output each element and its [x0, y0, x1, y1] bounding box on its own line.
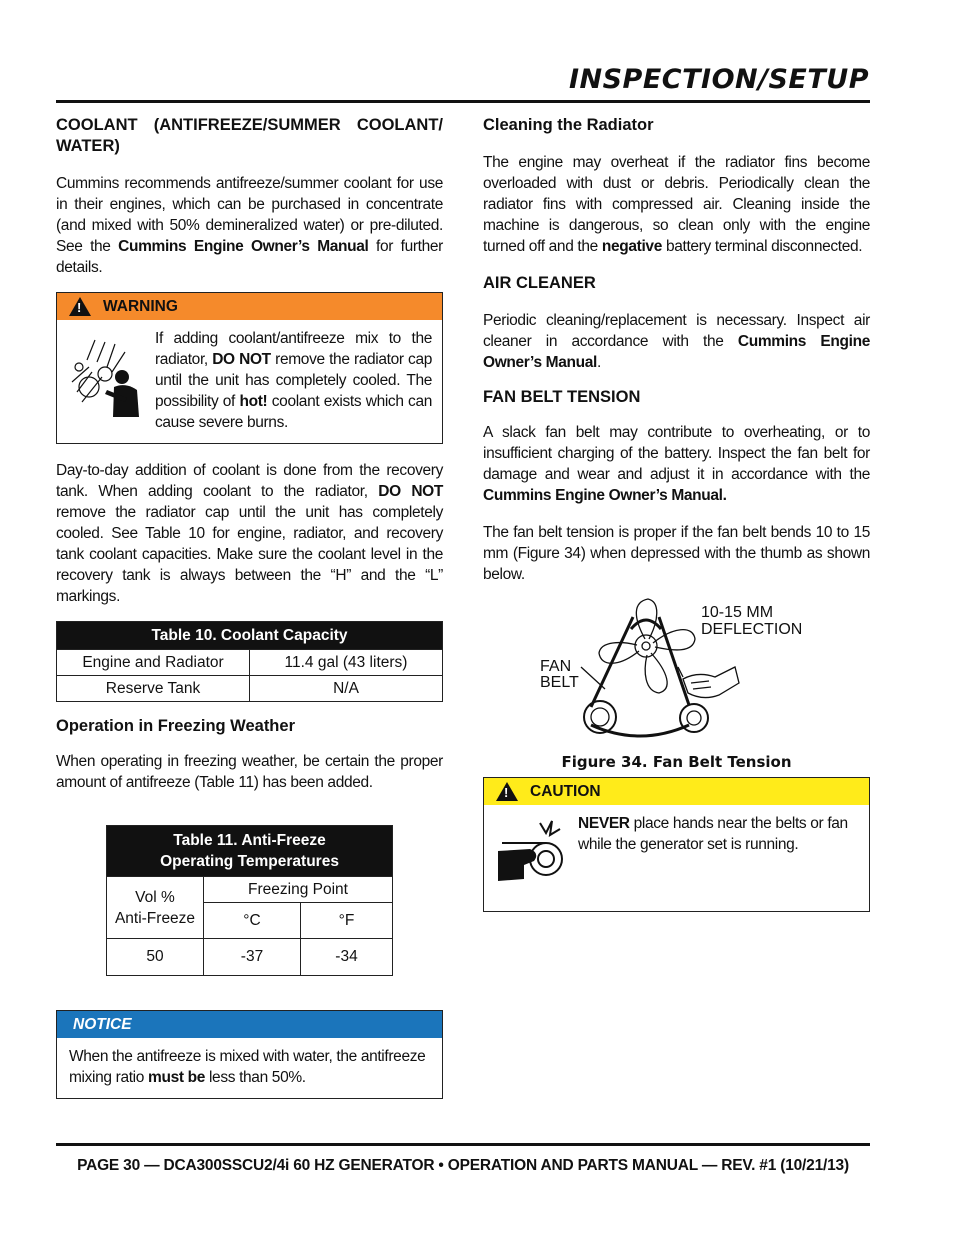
warning-text-3: remove the radiator cap until the unit has completely cooled. The possibility of — [155, 351, 432, 410]
coolant-text-c: for further details. — [56, 238, 443, 276]
day-text-c: remove the radiator cap until the unit has completely cooled. See Table 10 for engine, radiator, and recovery tank coolant capacities. Make sure the coolant level in the recovery tank is always between the “H” and the “L” markings. — [56, 504, 443, 605]
notice-header — [57, 1011, 442, 1038]
table11-title — [107, 826, 393, 877]
warning-body — [57, 320, 442, 443]
figure-caption: Figure 34. Fan Belt Tension — [561, 753, 792, 771]
fan-label: FAN — [540, 658, 572, 675]
warning-label: WARNING — [103, 297, 178, 315]
caution-text-2: place hands near the belts or fan while the generator set is running. — [578, 815, 848, 853]
caution-box — [483, 777, 870, 912]
caution-body — [484, 805, 869, 911]
notice-label: NOTICE — [73, 1015, 132, 1033]
notice-text — [69, 1046, 430, 1088]
table11-cell: -37 — [204, 939, 301, 976]
fan-belt-heading: FAN BELT TENSION — [483, 388, 641, 406]
notice-box — [56, 1010, 443, 1099]
warning-text — [155, 328, 432, 433]
hot-coolant-burn-icon — [67, 332, 147, 432]
warning-text-2: DO NOT — [212, 351, 271, 368]
fan-belt-figure — [483, 597, 870, 747]
caution-label: CAUTION — [530, 782, 601, 800]
table11-cell: 50 — [107, 939, 204, 976]
caution-triangle-icon: ! — [496, 782, 518, 801]
table11-unit-c: °C — [204, 903, 301, 939]
table11-freezing-point: Freezing Point — [204, 877, 393, 903]
day-text-b: DO NOT — [378, 483, 443, 500]
caution-text-1: NEVER — [578, 815, 630, 832]
antifreeze-table — [106, 825, 393, 976]
deflection-label-1: 10-15 MM — [701, 604, 774, 621]
table11-cell: -34 — [301, 939, 393, 976]
table10-title: Table 10. Coolant Capacity — [57, 622, 443, 650]
table10-cell: N/A — [250, 676, 443, 702]
coolant-paragraph — [56, 173, 443, 278]
warning-triangle-icon: ! — [69, 297, 91, 316]
coolant-heading: COOLANT (ANTIFREEZE/SUMMER COOLANT/ WATER) — [56, 116, 443, 155]
page-footer: PAGE 30 — DCA300SSCU2/4i 60 HZ GENERATOR • OPERATION AND PARTS MANUAL — REV. #1 (10/21/13) — [77, 1157, 849, 1174]
air-text-a: Periodic cleaning/replacement is necessary. Inspect air cleaner in accordance with the — [483, 312, 870, 350]
warning-text-1: If adding coolant/antifreeze mix to the radiator, — [155, 330, 432, 368]
table11-vol-2: Anti-Freeze — [114, 909, 196, 927]
table11-title-2: Operating Temperatures — [160, 853, 339, 870]
freezing-paragraph: When operating in freezing weather, be certain the proper amount of antifreeze (Table 11) has been added. — [56, 753, 443, 791]
warning-box — [56, 292, 443, 444]
warning-header — [57, 293, 442, 320]
air-text-c: . — [596, 354, 601, 371]
footer-rule — [56, 1143, 870, 1146]
table10-cell: 11.4 gal (43 liters) — [250, 650, 443, 676]
right-column — [483, 115, 870, 926]
radiator-text-b: negative — [601, 238, 662, 255]
air-cleaner-paragraph — [483, 310, 870, 373]
fan-belt-paragraph-1 — [483, 422, 870, 506]
notice-text-3: less than 50%. — [205, 1069, 306, 1086]
fan-belt-paragraph-2: The fan belt tension is proper if the fan belt bends 10 to 15 mm (Figure 34) when depressed with the thumb as shown below. — [483, 524, 870, 583]
table11-vol-1: Vol % — [135, 888, 175, 906]
hand-entanglement-icon — [494, 817, 570, 889]
header-rule — [56, 100, 870, 103]
notice-text-2: must be — [148, 1069, 205, 1086]
freezing-heading: Operation in Freezing Weather — [56, 717, 295, 735]
notice-text-1: When the antifreeze is mixed with water, the antifreeze mixing ratio — [69, 1048, 426, 1086]
warning-text-4: hot! — [239, 393, 268, 410]
table11-unit-f: °F — [301, 903, 393, 939]
caution-text — [578, 813, 859, 889]
air-text-b: Cummins Engine Owner’s Manual — [483, 333, 870, 371]
day-to-day-paragraph — [56, 460, 443, 607]
coolant-text-a: Cummins recommends antifreeze/summer coolant for use in their engines, which can be purchased in concentrate (and mixed with 50% demineralized water) or pre-diluted. See the — [56, 175, 443, 255]
coolant-manual-ref: Cummins Engine Owner’s Manual — [118, 238, 369, 255]
day-text-a: Day-to-day addition of coolant is done from the recovery tank. When adding coolant to the radiator, — [56, 462, 443, 500]
notice-body — [57, 1038, 442, 1098]
fan-text-b: Cummins Engine Owner’s Manual. — [483, 487, 727, 504]
page-title: INSPECTION/SETUP — [568, 64, 869, 95]
radiator-heading: Cleaning the Radiator — [483, 116, 654, 134]
caution-header — [484, 778, 869, 805]
deflection-label-2: DEFLECTION — [701, 621, 803, 638]
table10-cell: Reserve Tank — [57, 676, 250, 702]
table11-title-1: Table 11. Anti-Freeze — [173, 832, 326, 849]
fan-text-a: A slack fan belt may contribute to overheating, or to insufficient charging of the battery. Inspect the fan belt for damage and wear and adjust it in accordance with the — [483, 424, 870, 483]
belt-label: BELT — [540, 674, 579, 691]
warning-text-5: coolant exists which can cause severe burns. — [155, 393, 432, 431]
radiator-text-c: battery terminal disconnected. — [661, 238, 863, 255]
coolant-capacity-table — [56, 621, 443, 702]
radiator-paragraph — [483, 152, 870, 257]
air-cleaner-heading: AIR CLEANER — [483, 274, 596, 292]
table11-volume-header — [107, 877, 204, 939]
left-column — [56, 115, 443, 1113]
table10-cell: Engine and Radiator — [57, 650, 250, 676]
radiator-text-a: The engine may overheat if the radiator fins become overloaded with dust or debris. Periodically clean the radiator fins with compressed air. Cleaning inside the machine is dangerous, so clean only with the engine turned off and the — [483, 154, 870, 255]
